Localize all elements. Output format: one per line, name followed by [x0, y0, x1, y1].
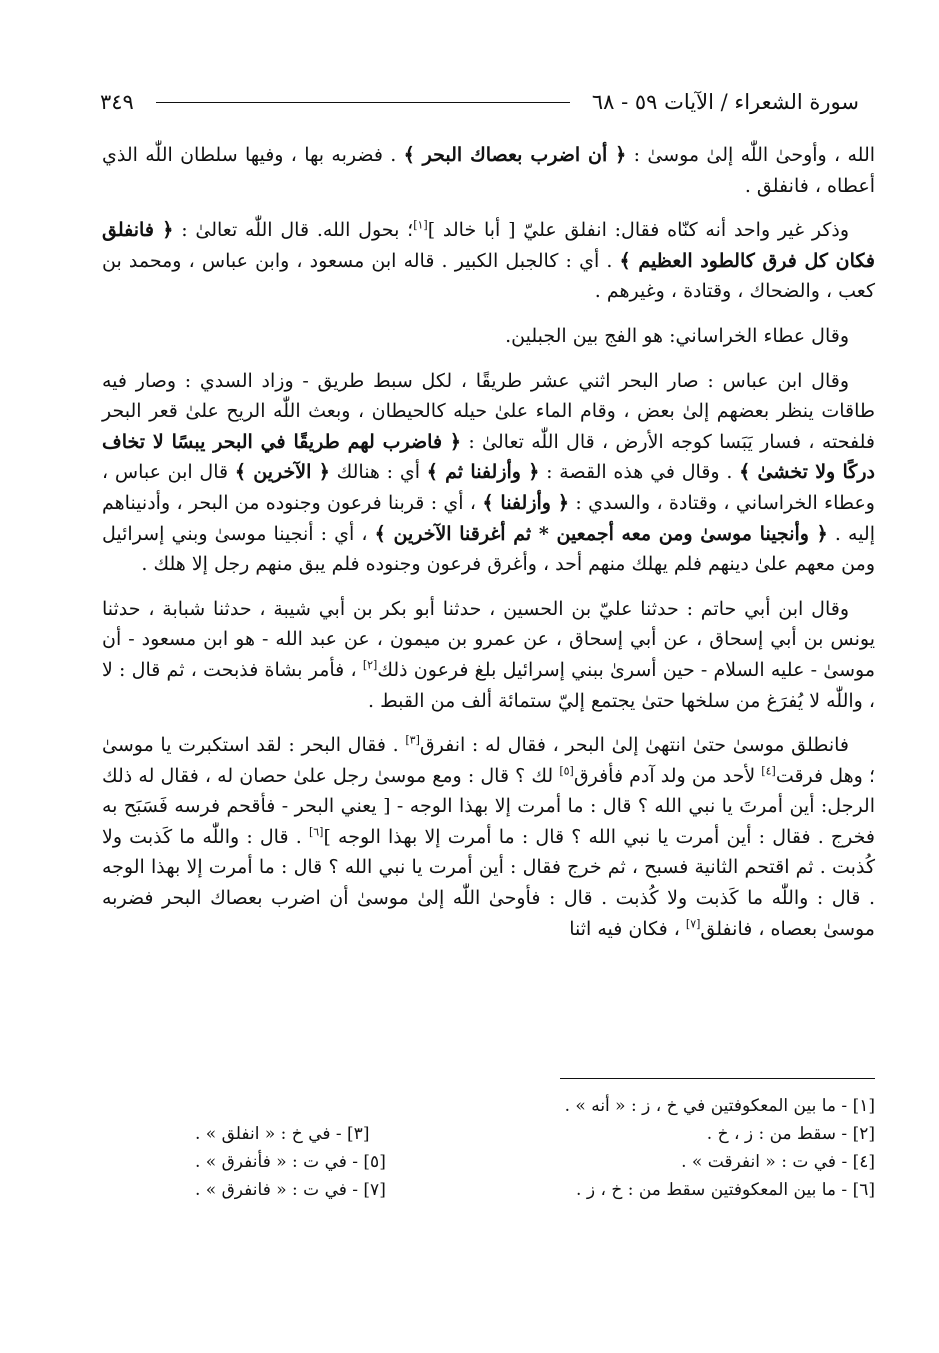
footnote-1: [١] - ما بين المعكوفتين في خ ، ز : « أنه » . — [564, 1096, 875, 1116]
quran-quote: ﴿ وأزلفنا ﴾ — [482, 491, 570, 514]
footnote-ref: [٣] — [405, 733, 420, 747]
footnote-ref: [٤] — [761, 764, 776, 778]
quran-quote: ﴿ وأزلفنا ثم ﴾ — [426, 461, 540, 484]
footnote-rule — [560, 1078, 875, 1079]
footnote-4: [٤] - في ت : « انفرقت » . — [681, 1152, 875, 1172]
header-rule — [156, 102, 570, 103]
footnote-row — [195, 1148, 875, 1176]
footnote-ref: [٥] — [559, 764, 574, 778]
footnote-ref: [٧] — [685, 917, 701, 931]
footnote-2: [٢] - سقط من : ز ، خ . — [706, 1124, 875, 1144]
footnote-ref: [٢] — [362, 658, 378, 672]
paragraph-3: وقال عطاء الخراساني: هو الفج بين الجبلين. — [505, 324, 849, 347]
running-title: سورة الشعراء / الآيات ٥٩ - ٦٨ — [591, 90, 859, 114]
footnote-6: [٦] - ما بين المعكوفتين سقط من : خ ، ز . — [576, 1180, 875, 1200]
footnote-ref: [٦] — [308, 825, 324, 839]
footnote-row — [195, 1092, 875, 1120]
paragraph-1: الله ، وأوحىٰ اللّٰه إلىٰ موسىٰ : ﴿ أن اضرب بعصاك البحر ﴾ . فضربه بها ، وفيها سلطان اللّٰه الذي أعطاه ، فانفلق . — [102, 144, 876, 197]
footnote-ref: [١] — [413, 218, 428, 232]
quran-quote: ﴿ وأنجينا موسىٰ ومن معه أجمعين * ثم أغرقنا الآخرين ﴾ — [374, 522, 828, 545]
page-header — [100, 84, 859, 120]
quran-quote: ﴿ فانفلق فكان كل فرق كالطود العظيم ﴾ — [102, 219, 875, 272]
paragraph-2: وذكر غير واحد أنه كنّاه فقال: انفلق عليّ [ أبا خالد ][١]؛ بحول الله. قال اللّٰه تعالىٰ : ﴿ فانفلق فكان كل فرق كالطود العظيم ﴾ . أي : كالجبل الكبير . قاله ابن مسعود ، وابن عباس ، ومحمد بن كعب ، والضحاك ، وقتادة ، وغيرهم . — [102, 218, 875, 303]
footnote-3: [٣] - في خ : « انفلق » . — [195, 1124, 370, 1144]
footnote-row — [195, 1120, 875, 1148]
paragraph-5: وقال ابن أبي حاتم : حدثنا عليّ بن الحسين ، حدثنا أبو بكر بن أبي شيبة ، حدثنا شبابة ، حدثنا يونس بن أبي إسحاق ، عن أبي إسحاق ، عن عمرو بن ميمون ، عن عبد الله - هو ابن مسعود - أن موسىٰ - عليه السلام - حين أسرىٰ ببني إسرائيل بلغ فرعون ذلك[٢] ، فأمر بشاة فذبحت ، ثم قال : لا ، واللّٰه لا يُفرَغ من سلخها حتىٰ يجتمع إليّ ستمائة ألف من القبط . — [102, 597, 875, 712]
page-number: ٣٤٩ — [100, 90, 134, 114]
footnote-row — [195, 1176, 875, 1204]
quran-quote: ﴿ أن اضرب بعصاك البحر ﴾ — [403, 144, 627, 166]
footnote-5: [٥] - في ت : « فأنفرق » . — [195, 1152, 386, 1172]
quran-quote: ﴿ الآخرين ﴾ — [234, 461, 330, 484]
footnotes — [195, 1092, 875, 1204]
footnote-7: [٧] - في ت : « فانفرق » . — [195, 1180, 386, 1200]
paragraph-4: وقال ابن عباس : صار البحر اثني عشر طريقًا ، لكل سبط طريق - وزاد السدي : وصار فيه طاقات ينظر بعضهم إلىٰ بعض ، وقام الماء علىٰ حيله كالحيطان ، وبعث اللّٰه الريح علىٰ قعر البحر فلفحته ، فسار يَبَسا كوجه الأرض ، قال اللّٰه تعالىٰ : ﴿ فاضرب لهم طريقًا في البحر يبسًا لا تخاف دركًا ولا تخشىٰ ﴾ . وقال في هذه القصة : ﴿ وأزلفنا ثم ﴾ أي : هنالك ﴿ الآخرين ﴾ قال ابن عباس ، وعطاء الخراساني ، وقتادة ، والسدي : ﴿ وأزلفنا ﴾ ، أي : قربنا فرعون وجنوده من البحر ، وأدنيناهم إليه . ﴿ وأنجينا موسىٰ ومن معه أجمعين * ثم أغرقنا الآخرين ﴾ ، أي : أنجينا موسىٰ وبني إسرائيل ومن معهم علىٰ دينهم فلم يهلك منهم أحد ، وأغرق فرعون وجنوده فلم يبق منهم رجل إلا هلك . — [102, 369, 876, 576]
paragraph-6: فانطلق موسىٰ حتىٰ انتهىٰ إلىٰ البحر ، فقال له : انفرق[٣] . فقال البحر : لقد استكبرت يا موسىٰ ؛ وهل فرقت[٤] لأحد من ولد آدم فأفرق[٥] لك ؟ قال : ومع موسىٰ رجل علىٰ حصان له ، فقال له ذلك الرجل: أين أمرتَ يا نبي الله ؟ قال : ما أمرت إلا بهذا الوجه - [ يعني البحر - فأقحم فرسه فَسَبَح به فخرج . فقال : أين أمرت يا نبي الله ؟ قال : ما أمرت إلا بهذا الوجه ][٦] . قال : واللّٰه ما كَذبت ولا كُذبت . ثم اقتحم الثانية فسبح ، ثم خرج فقال : أين أمرت يا نبي الله ؟ قال : ما أمرت إلا بهذا الوجه . قال : واللّٰه ما كَذبت ولا كُذبت . قال : فأوحىٰ اللّٰه إلىٰ موسىٰ أن اضرب بعصاك البحر فضربه موسىٰ بعصاه ، فانفلق[٧] ، فكان فيه اثنا — [102, 733, 875, 940]
quran-quote: ﴿ فاضرب لهم طريقًا في البحر يبسًا لا تخاف دركًا ولا تخشىٰ ﴾ — [102, 430, 875, 484]
main-text — [102, 140, 875, 958]
